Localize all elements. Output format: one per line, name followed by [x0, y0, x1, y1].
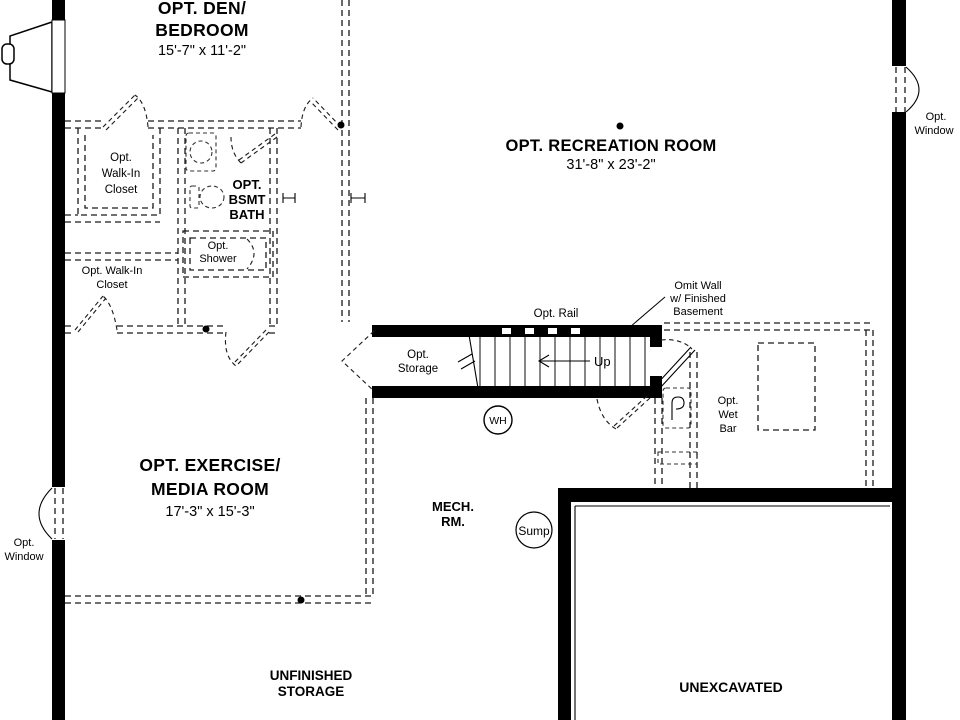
- mech-label: [432, 499, 474, 529]
- walk-in-closet-2-label: [82, 265, 143, 291]
- sump-pit: [516, 512, 552, 548]
- water-heater: [484, 406, 512, 434]
- svg-text:BSMT: BSMT: [228, 192, 266, 207]
- opening-symbol: [283, 193, 295, 203]
- shower-label: [199, 240, 237, 265]
- svg-text:OPT. DEN/: OPT. DEN/: [157, 0, 247, 18]
- exterior-walls: [2, 0, 906, 720]
- svg-text:Omit Wall: Omit Wall: [674, 280, 722, 292]
- svg-text:Opt.: Opt.: [110, 152, 132, 164]
- storage-label: [398, 349, 438, 375]
- sink: [186, 133, 216, 171]
- svg-text:Opt.: Opt.: [207, 240, 229, 252]
- bsmt-bath-label: [229, 177, 266, 222]
- svg-text:15'-7" x 11'-2": 15'-7" x 11'-2": [157, 43, 247, 59]
- opening-symbol: [351, 193, 365, 203]
- svg-text:OPT. RECREATION ROOM: OPT. RECREATION ROOM: [505, 137, 717, 155]
- svg-text:Opt. Walk-In: Opt. Walk-In: [81, 265, 143, 277]
- walk-in-closet-1-label: [102, 152, 141, 196]
- door-hall: [225, 330, 269, 366]
- recreation-label: [505, 137, 716, 173]
- svg-text:BEDROOM: BEDROOM: [155, 20, 249, 40]
- svg-text:Shower: Shower: [199, 253, 237, 265]
- svg-text:Basement: Basement: [673, 306, 723, 318]
- den-label: [155, 0, 249, 59]
- window-left: [39, 488, 63, 539]
- svg-text:OPT. EXERCISE/: OPT. EXERCISE/: [139, 455, 281, 475]
- window-right-label: [914, 111, 953, 137]
- svg-text:Opt.: Opt.: [925, 111, 947, 123]
- svg-text:Wet: Wet: [718, 409, 738, 421]
- unexcavated-label: [679, 679, 782, 695]
- up-arrow: [539, 355, 590, 367]
- svg-text:Window: Window: [4, 551, 44, 563]
- svg-text:STORAGE: STORAGE: [277, 684, 345, 699]
- door-mech: [597, 396, 650, 429]
- rail-label: Opt. Rail: [533, 308, 579, 320]
- svg-text:Opt.: Opt.: [407, 349, 429, 361]
- bay-bumpout: [2, 20, 65, 93]
- svg-text:OPT.: OPT.: [232, 177, 262, 192]
- sump-label: Sump: [518, 524, 550, 538]
- svg-text:Bar: Bar: [719, 423, 737, 435]
- toilet: [190, 186, 224, 208]
- bath-fixtures: [186, 133, 224, 208]
- svg-text:17'-3" x 15'-3": 17'-3" x 15'-3": [165, 504, 255, 520]
- svg-text:Storage: Storage: [397, 363, 439, 375]
- exercise-label: [139, 455, 280, 520]
- svg-text:Opt.: Opt.: [717, 395, 739, 407]
- wet-bar-label: [718, 395, 739, 435]
- svg-text:31'-8" x 23'-2": 31'-8" x 23'-2": [566, 157, 656, 173]
- svg-text:Closet: Closet: [96, 279, 128, 291]
- room-labels: [139, 0, 782, 699]
- stair-break-line: [458, 329, 479, 394]
- door-den: [301, 98, 341, 130]
- door-closet2: [75, 296, 117, 332]
- up-label: Up: [594, 354, 611, 369]
- svg-text:MEDIA ROOM: MEDIA ROOM: [150, 479, 270, 499]
- svg-text:UNFINISHED: UNFINISHED: [269, 668, 353, 683]
- svg-text:Closet: Closet: [104, 184, 138, 196]
- unfinished-storage-label: [270, 668, 353, 699]
- svg-text:w/ Finished: w/ Finished: [670, 293, 726, 305]
- water-heater-label: WH: [489, 415, 507, 427]
- omit-wall-label: [669, 280, 726, 318]
- plumbing-rough-in: [663, 388, 691, 428]
- svg-text:BATH: BATH: [229, 207, 265, 222]
- svg-text:Opt.: Opt.: [13, 537, 35, 549]
- svg-text:UNEXCAVATED: UNEXCAVATED: [679, 679, 783, 695]
- wet-bar-counter: [758, 343, 815, 430]
- svg-text:MECH.: MECH.: [432, 499, 474, 514]
- stair-walls: [372, 325, 662, 398]
- storage-dashed-wall: [342, 331, 374, 391]
- svg-text:Walk-In: Walk-In: [101, 168, 141, 180]
- window-right: [896, 67, 919, 112]
- svg-text:RM.: RM.: [441, 514, 465, 529]
- door-closet1: [103, 95, 148, 130]
- omit-wall-leader: [630, 297, 665, 327]
- window-left-label: [4, 537, 43, 563]
- svg-text:Window: Window: [914, 125, 954, 137]
